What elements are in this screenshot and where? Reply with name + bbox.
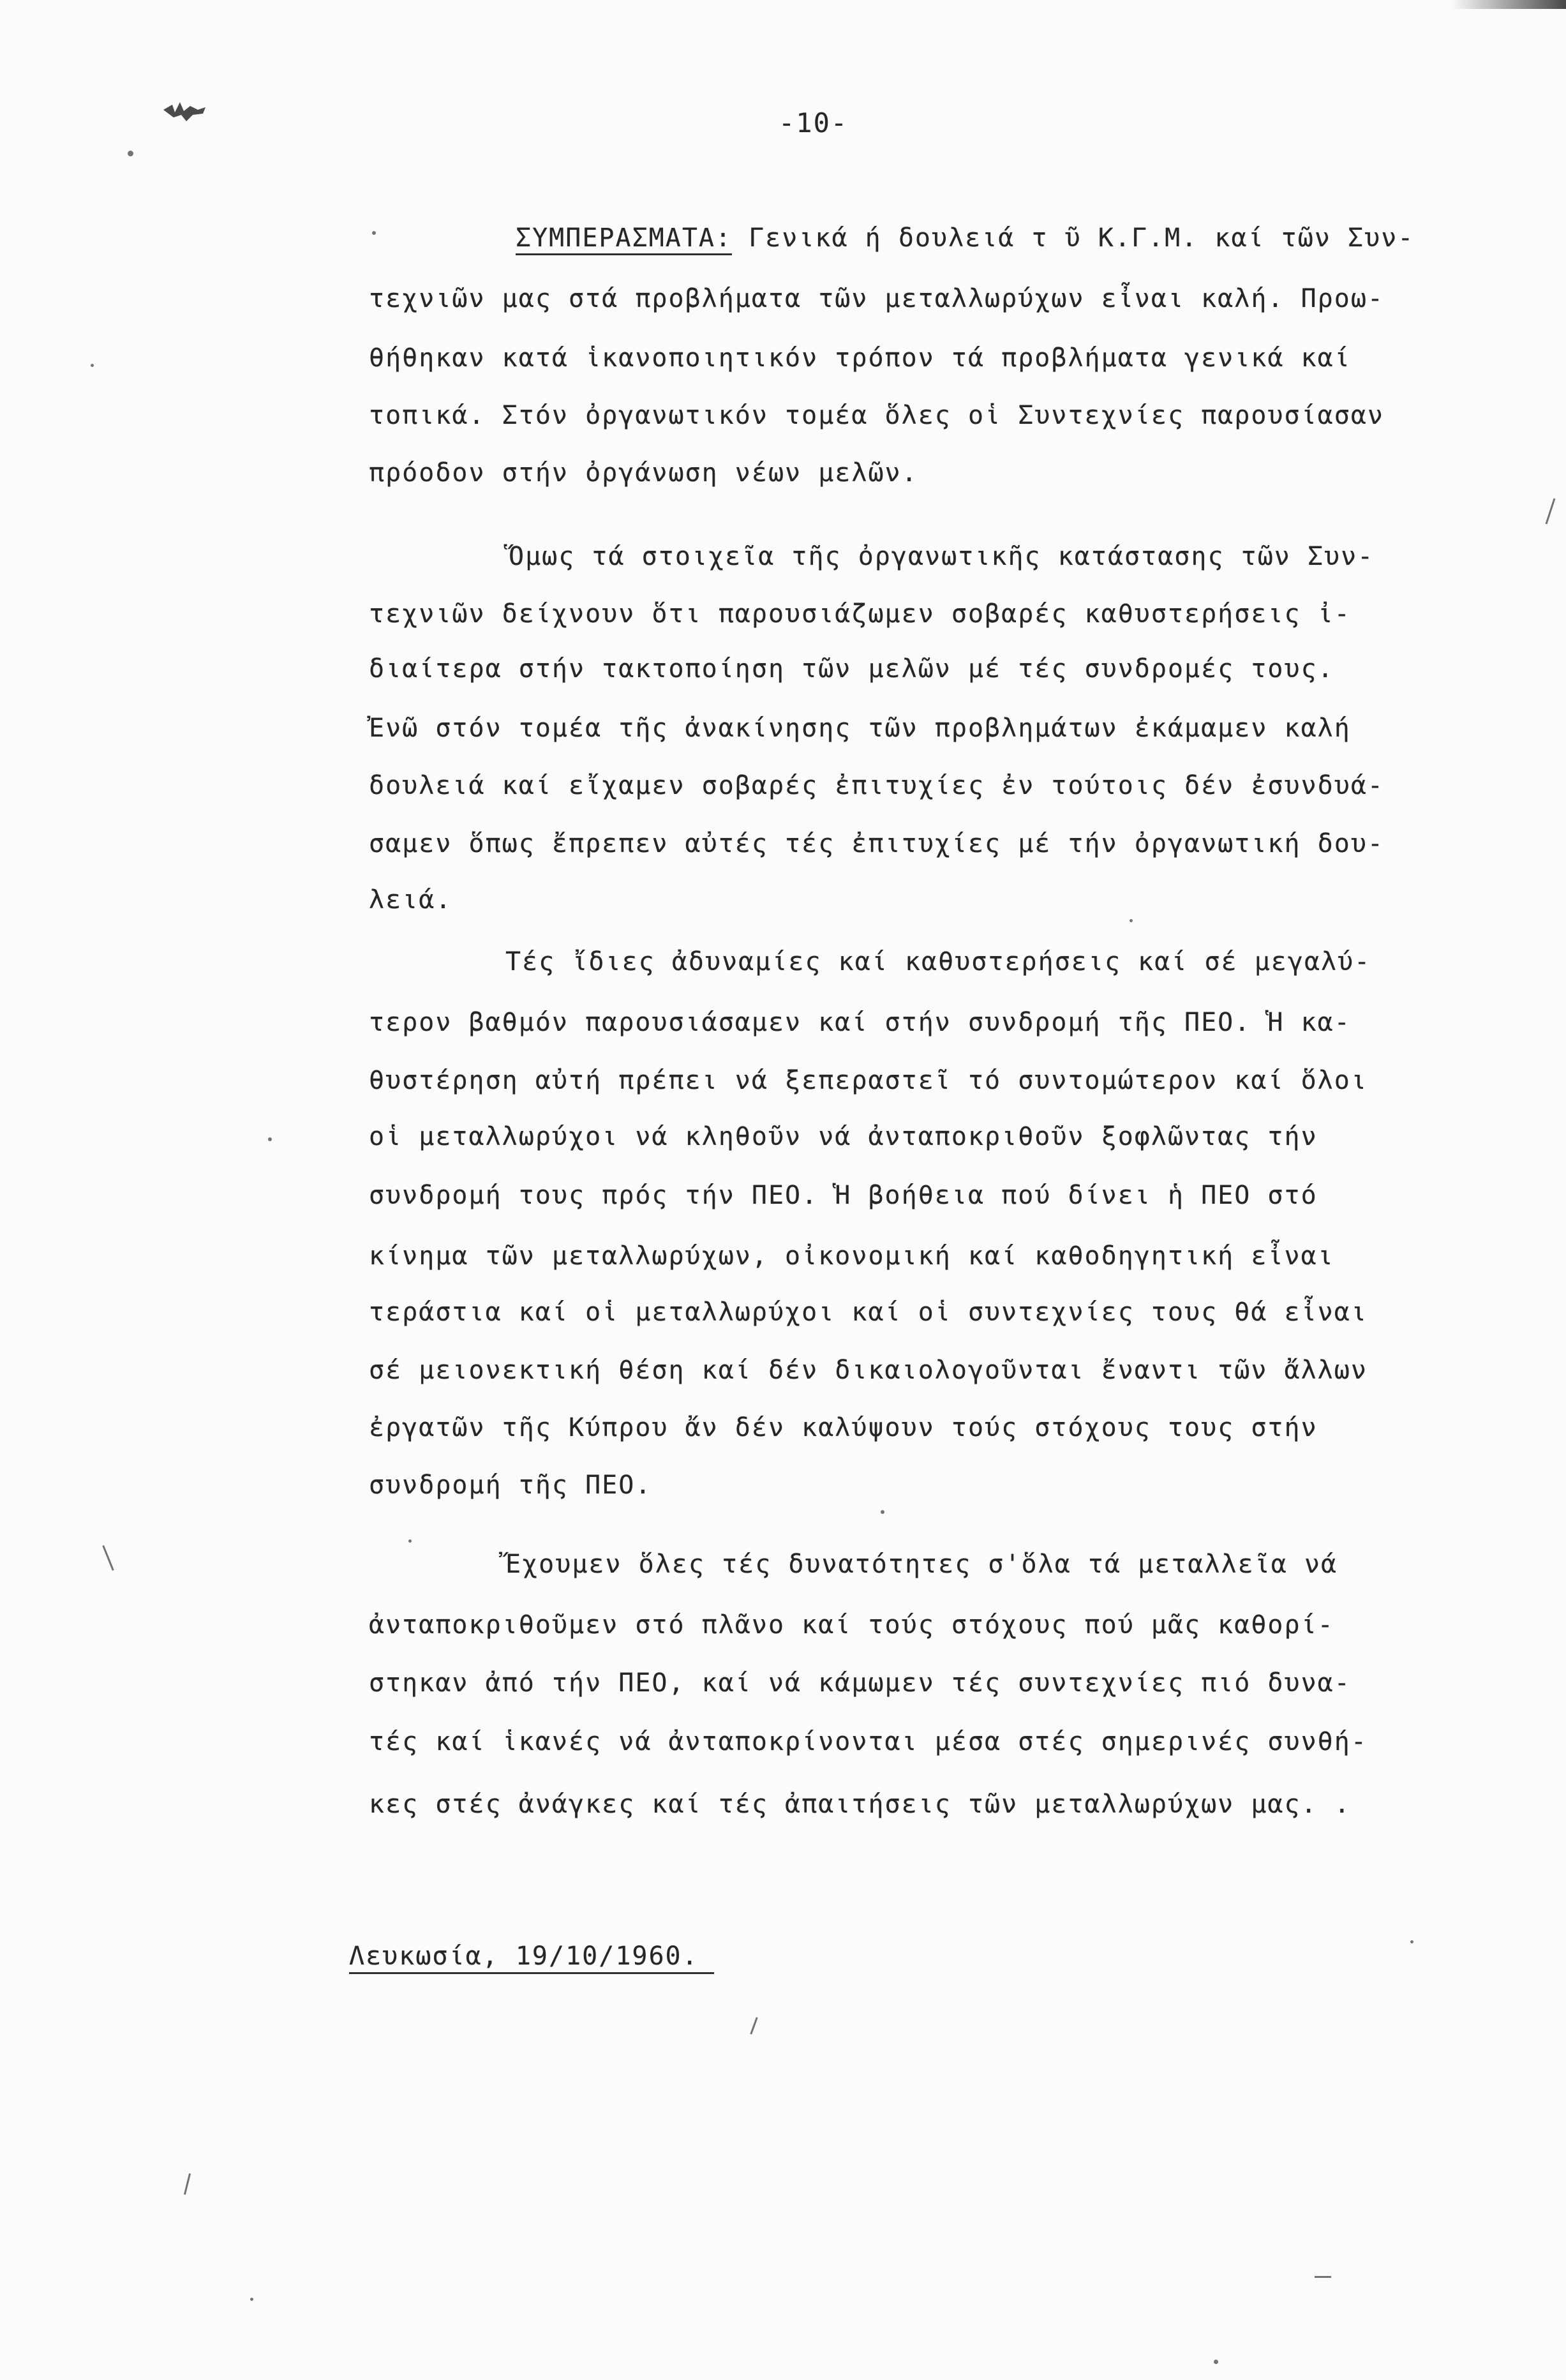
section-heading: ΣΥΜΠΕΡΑΣΜΑΤΑ:	[516, 223, 732, 255]
scan-mark	[1546, 498, 1556, 525]
scan-speck	[1130, 919, 1133, 922]
text-line: διαίτερα στήν τακτοποίηση τῶν μελῶν μέ τές συνδρομές τους.	[369, 654, 1334, 684]
text-line: σαμεν ὅπως ἔπρεπεν αὐτές τές ἐπιτυχίες μέ τήν ὀργανωτική δου-	[369, 829, 1385, 858]
text-line: Ἐνῶ στόν τομέα τῆς ἀνακίνησης τῶν προβλημάτων ἐκάμαμεν καλή	[369, 714, 1351, 743]
text-line: θυστέρηση αὐτή πρέπει νά ξεπεραστεῖ τό συντομώτερον καί ὅλοι	[369, 1066, 1368, 1095]
text-line: στηκαν ἀπό τήν ΠΕΟ, καί νά κάμωμεν τές συντεχνίες πιό δυνα-	[369, 1668, 1351, 1698]
text-line: τοπικά. Στόν ὀργανωτικόν τομέα ὅλες οἱ Συντεχνίες παρουσίασαν	[369, 401, 1385, 430]
text-line: δουλειά καί εἴχαμεν σοβαρές ἐπιτυχίες ἐν τούτοις δέν ἐσυνδυά-	[369, 771, 1385, 800]
scan-speck	[1214, 2360, 1218, 2364]
text-line: σέ μειονεκτική θέση καί δέν δικαιολογοῦνται ἔναντι τῶν ἄλλων	[369, 1356, 1368, 1385]
paragraph-1-line-1	[516, 223, 1414, 253]
place-date-text: Λευκωσία, 19/10/1960.	[349, 1942, 714, 1974]
text-line: Γενικά ή δουλειά τ ῦ Κ.Γ.Μ. καί τῶν Συν-	[749, 223, 1415, 253]
scan-smudge	[1451, 0, 1566, 9]
text-line: τές καί ἱκανές νά ἀνταποκρίνονται μέσα στές σημερινές συνθή-	[369, 1727, 1368, 1756]
text-line: Ἔχουμεν ὅλες τές δυνατότητες σ'ὅλα τά μεταλλεῖα νά	[505, 1550, 1338, 1579]
text-line: κίνημα τῶν μεταλλωρύχων, οἰκονομική καί καθοδηγητική εἶναι	[369, 1241, 1334, 1271]
scan-speck	[250, 2298, 253, 2301]
text-line: ἐργατῶν τῆς Κύπρου ἄν δέν καλύψουν τούς στόχους τους στήν	[369, 1413, 1318, 1442]
scan-mark	[102, 1545, 114, 1571]
scan-speck	[372, 231, 376, 235]
text-line: τεχνιῶν μας στά προβλήματα τῶν μεταλλωρύχων εἶναι καλή. Προω-	[369, 284, 1385, 313]
text-line: θήθηκαν κατά ἱκανοποιητικόν τρόπον τά προβλήματα γενικά καί	[369, 343, 1351, 373]
text-line: τεχνιῶν δείχνουν ὅτι παρουσιάζωμεν σοβαρές καθυστερήσεις ἰ-	[369, 599, 1351, 629]
text-line: οἱ μεταλλωρύχοι νά κληθοῦν νά ἀνταποκριθοῦν ξοφλῶντας τήν	[369, 1122, 1318, 1151]
scan-mark	[1315, 2276, 1331, 2278]
place-date	[349, 1941, 714, 1972]
scan-blot	[161, 96, 212, 128]
text-line: συνδρομή τους πρός τήν ΠΕΟ. Ἡ βοήθεια πού δίνει ἡ ΠΕΟ στό	[369, 1181, 1318, 1210]
scan-speck	[1410, 1940, 1413, 1943]
text-line: λειά.	[369, 885, 452, 915]
scan-mark	[184, 2173, 191, 2195]
scan-speck	[408, 1539, 412, 1543]
text-line: κες στές ἀνάγκες καί τές ἀπαιτήσεις τῶν μεταλλωρύχων μας. .	[369, 1790, 1351, 1819]
scan-speck	[881, 1510, 884, 1514]
text-line: τερον βαθμόν παρουσιάσαμεν καί στήν συνδρομή τῆς ΠΕΟ. Ἡ κα-	[369, 1008, 1351, 1037]
text-line: Ὅμως τά στοιχεῖα τῆς ὀργανωτικῆς κατάστασης τῶν Συν-	[509, 542, 1375, 571]
scan-mark	[750, 2017, 757, 2034]
text-line: συνδρομή τῆς ΠΕΟ.	[369, 1471, 652, 1500]
page-number: -10-	[779, 107, 849, 138]
text-line: Τές ἴδιες ἀδυναμίες καί καθυστερήσεις καί σέ μεγαλύ-	[505, 947, 1371, 977]
text-line: πρόοδον στήν ὀργάνωση νέων μελῶν.	[369, 458, 918, 488]
scan-speck	[268, 1137, 272, 1141]
text-line: τεράστια καί οἱ μεταλλωρύχοι καί οἱ συντεχνίες τους θά εἶναι	[369, 1298, 1368, 1327]
scan-speck	[128, 151, 133, 156]
scan-speck	[91, 364, 94, 367]
text-line: ἀνταποκριθοῦμεν στό πλᾶνο καί τούς στόχους πού μᾶς καθορί-	[369, 1610, 1334, 1640]
